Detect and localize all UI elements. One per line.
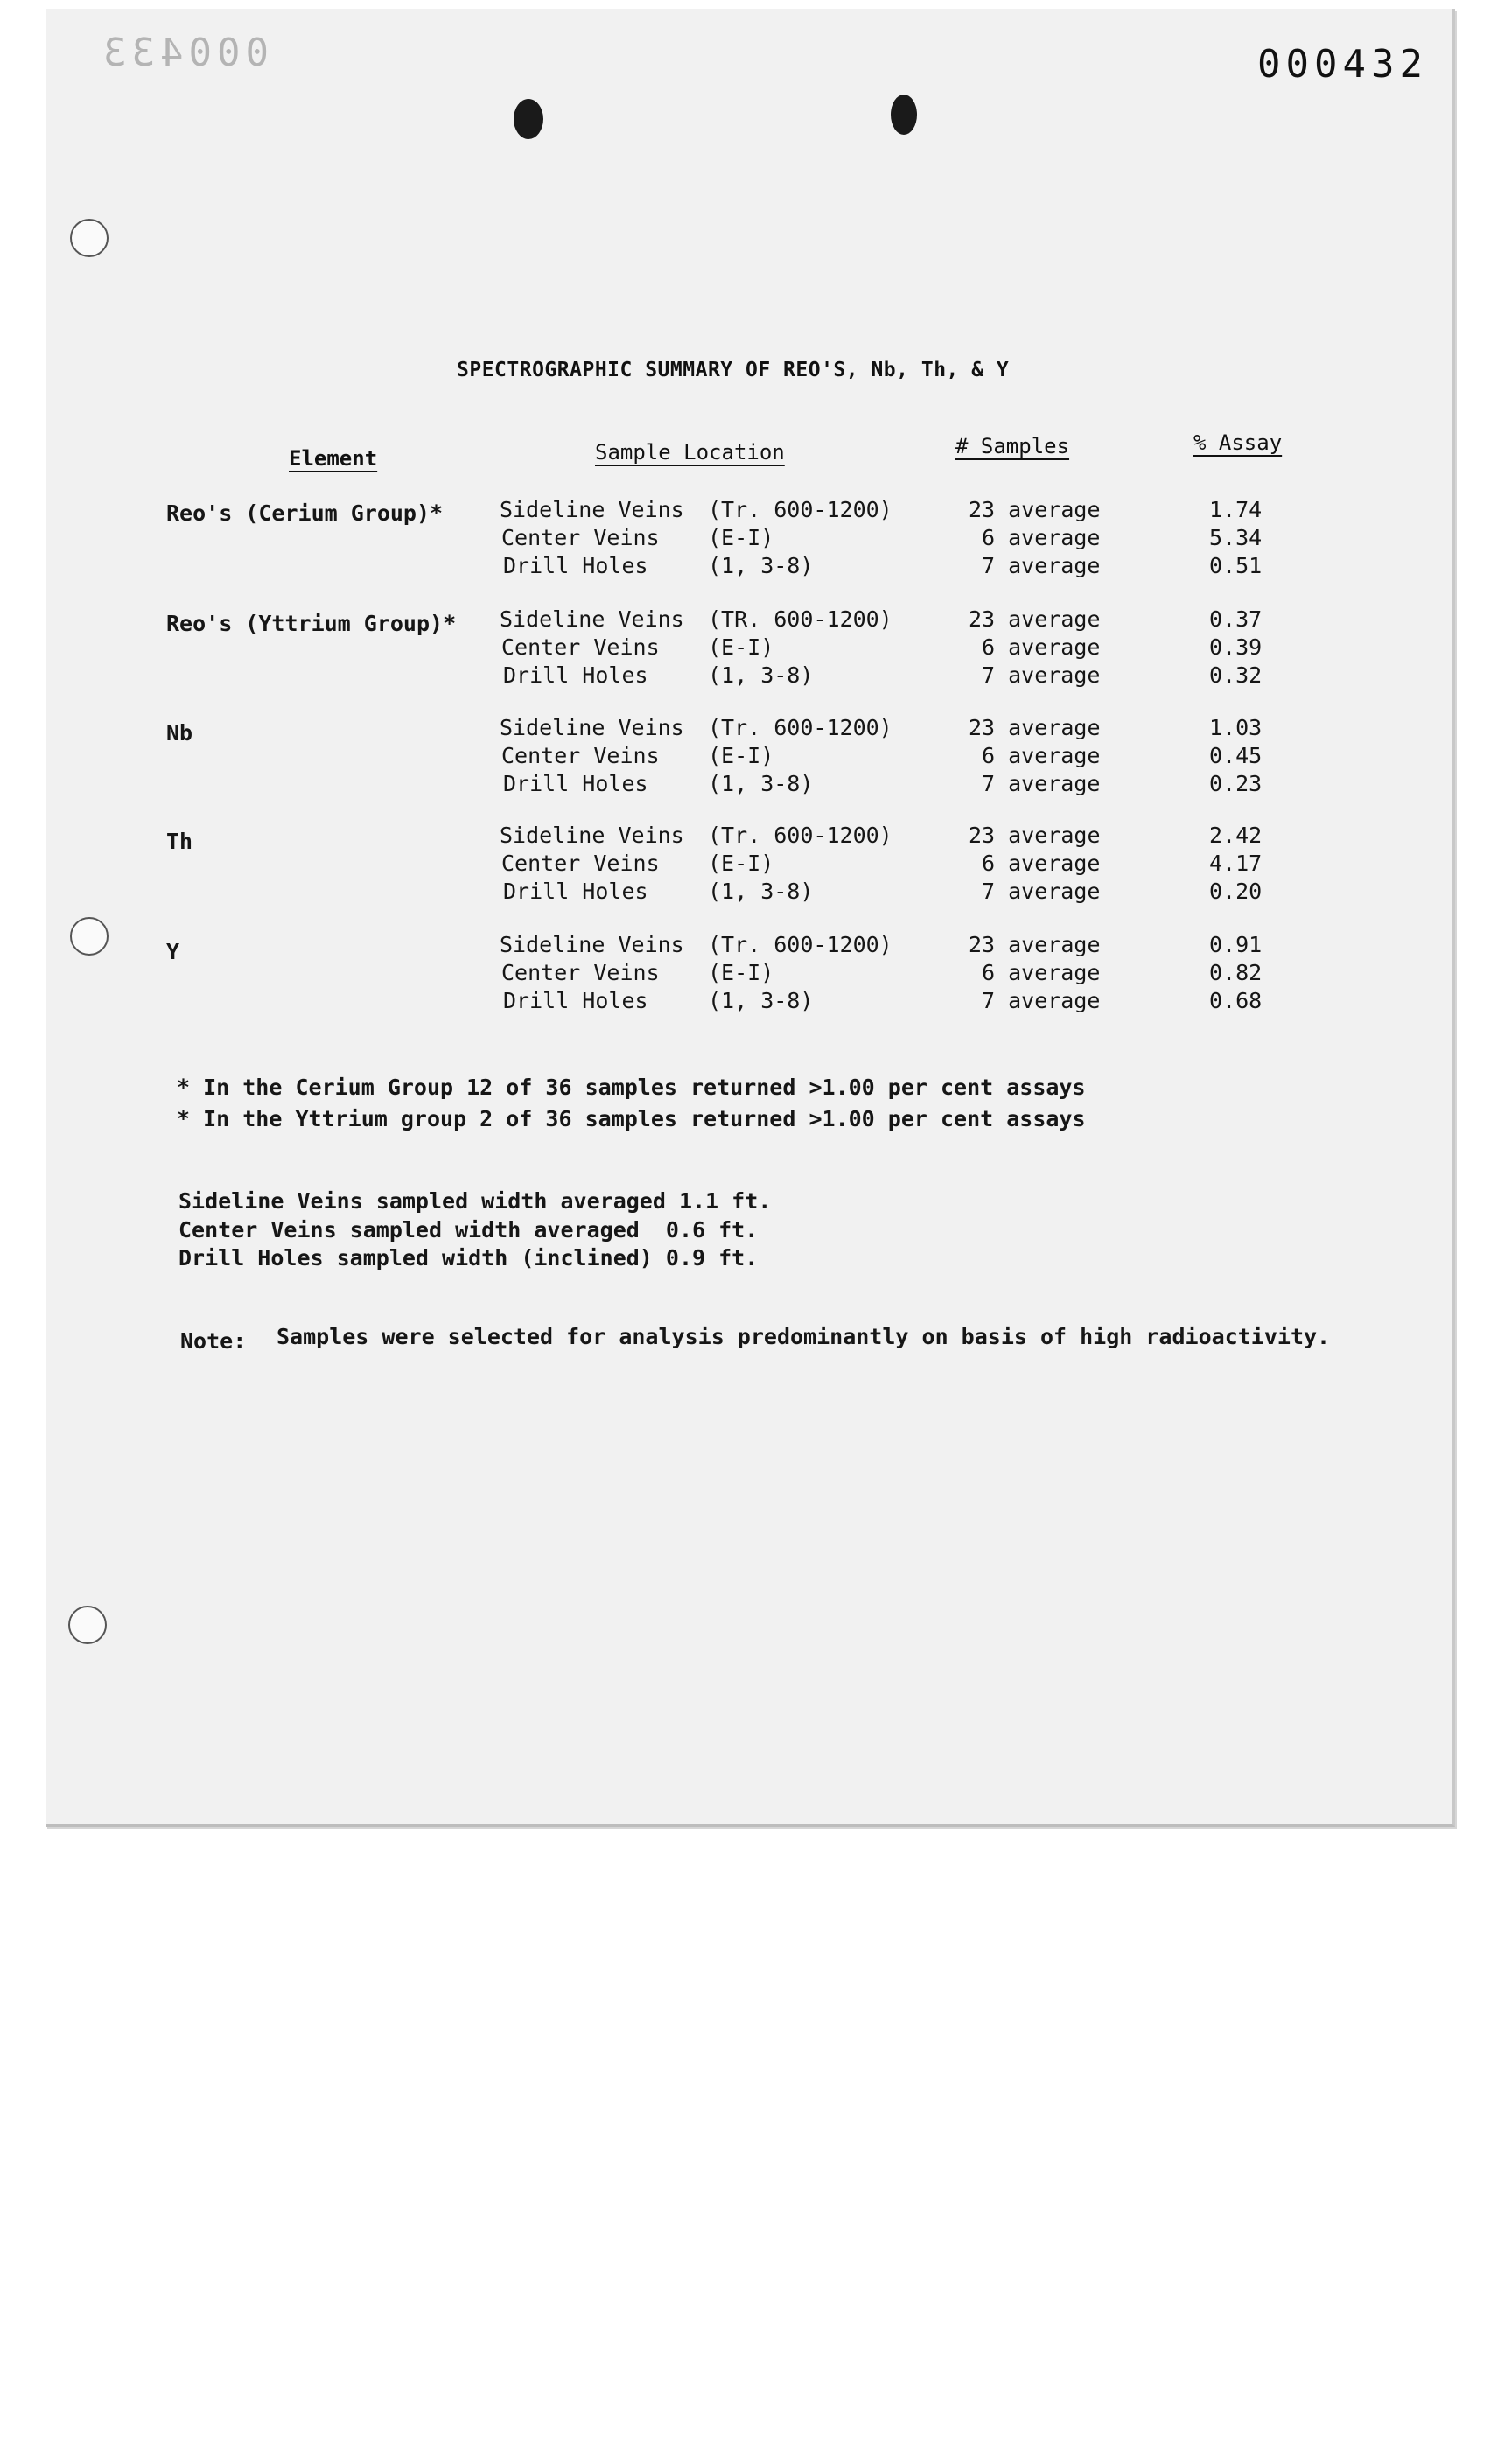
sample-count: 7 average	[982, 553, 1101, 578]
assay-value: 2.42	[1209, 822, 1263, 848]
sample-reference: (TR. 600-1200)	[708, 606, 892, 632]
sample-count: 6 average	[982, 743, 1101, 768]
sample-count: 23 average	[969, 715, 1101, 740]
sample-location: Center Veins	[501, 743, 660, 768]
sample-location: Center Veins	[501, 634, 660, 660]
sample-count: 23 average	[969, 606, 1101, 632]
sample-count: 23 average	[969, 497, 1101, 522]
header-samples: # Samples	[956, 434, 1070, 458]
assay-value: 0.45	[1209, 743, 1263, 768]
assay-value: 1.74	[1209, 497, 1263, 522]
sample-location: Drill Holes	[503, 878, 648, 904]
sample-reference: (E-I)	[708, 743, 774, 768]
punch-hole-top	[70, 219, 108, 257]
sample-location: Sideline Veins	[500, 715, 684, 740]
header-element: Element	[289, 446, 378, 471]
sample-reference: (1, 3-8)	[708, 771, 814, 796]
sample-count: 7 average	[982, 988, 1101, 1013]
document-page	[46, 9, 1455, 1827]
ink-blot-right	[891, 94, 917, 135]
sample-location: Center Veins	[501, 960, 660, 985]
assay-value: 0.51	[1209, 553, 1263, 578]
sample-count: 6 average	[982, 960, 1101, 985]
assay-value: 5.34	[1209, 525, 1263, 550]
sample-reference: (E-I)	[708, 960, 774, 985]
assay-value: 4.17	[1209, 850, 1263, 876]
assay-value: 0.82	[1209, 960, 1263, 985]
sample-reference: (Tr. 600-1200)	[708, 497, 892, 522]
sample-reference: (1, 3-8)	[708, 662, 814, 688]
element-name: Reo's (Yttrium Group)*	[166, 611, 457, 636]
width-sideline-veins: Sideline Veins sampled width averaged 1.1 ft.	[178, 1188, 772, 1214]
sample-location: Sideline Veins	[500, 606, 684, 632]
assay-value: 0.91	[1209, 932, 1263, 957]
sample-reference: (E-I)	[708, 634, 774, 660]
sample-reference: (Tr. 600-1200)	[708, 822, 892, 848]
sample-location: Sideline Veins	[500, 822, 684, 848]
sample-count: 7 average	[982, 878, 1101, 904]
sample-location: Drill Holes	[503, 988, 648, 1013]
assay-value: 0.39	[1209, 634, 1263, 660]
punch-hole-middle	[70, 917, 108, 956]
document-title: SPECTROGRAPHIC SUMMARY OF REO'S, Nb, Th, & Y	[457, 359, 1010, 382]
sample-reference: (Tr. 600-1200)	[708, 932, 892, 957]
assay-value: 0.37	[1209, 606, 1263, 632]
sample-location: Center Veins	[501, 850, 660, 876]
assay-value: 1.03	[1209, 715, 1263, 740]
width-drill-holes: Drill Holes sampled width (inclined) 0.9 ft.	[178, 1245, 759, 1270]
element-name: Reo's (Cerium Group)*	[166, 500, 444, 526]
sample-location: Drill Holes	[503, 553, 648, 578]
element-name: Nb	[166, 720, 193, 746]
assay-value: 0.32	[1209, 662, 1263, 688]
note-label: Note:	[180, 1328, 247, 1354]
sample-location: Drill Holes	[503, 771, 648, 796]
sample-count: 7 average	[982, 662, 1101, 688]
note-text: Samples were selected for analysis predominantly on basis of high radioactivity.	[276, 1324, 1331, 1349]
sample-reference: (E-I)	[708, 525, 774, 550]
header-sample-location: Sample Location	[595, 440, 785, 465]
footnote-yttrium: * In the Yttrium group 2 of 36 samples returned >1.00 per cent assays	[177, 1106, 1086, 1131]
footnote-cerium: * In the Cerium Group 12 of 36 samples returned >1.00 per cent assays	[177, 1074, 1086, 1100]
sample-reference: (1, 3-8)	[708, 988, 814, 1013]
width-center-veins: Center Veins sampled width averaged 0.6 ft.	[178, 1217, 759, 1242]
element-name: Y	[166, 939, 180, 964]
assay-value: 0.68	[1209, 988, 1263, 1013]
sample-location: Sideline Veins	[500, 497, 684, 522]
bleed-through-page-number: 000433	[98, 31, 269, 75]
sample-reference: (Tr. 600-1200)	[708, 715, 892, 740]
ink-blot-left	[514, 99, 543, 139]
sample-count: 6 average	[982, 850, 1101, 876]
assay-value: 0.20	[1209, 878, 1263, 904]
sample-location: Drill Holes	[503, 662, 648, 688]
sample-reference: (E-I)	[708, 850, 774, 876]
sample-count: 6 average	[982, 634, 1101, 660]
sample-location: Center Veins	[501, 525, 660, 550]
sample-count: 23 average	[969, 822, 1101, 848]
punch-hole-bottom	[68, 1606, 107, 1644]
sample-reference: (1, 3-8)	[708, 553, 814, 578]
sample-count: 23 average	[969, 932, 1101, 957]
page-number: 000432	[1257, 42, 1428, 87]
sample-count: 6 average	[982, 525, 1101, 550]
sample-reference: (1, 3-8)	[708, 878, 814, 904]
header-assay: % Assay	[1194, 430, 1283, 455]
element-name: Th	[166, 829, 193, 854]
sample-count: 7 average	[982, 771, 1101, 796]
assay-value: 0.23	[1209, 771, 1263, 796]
sample-location: Sideline Veins	[500, 932, 684, 957]
